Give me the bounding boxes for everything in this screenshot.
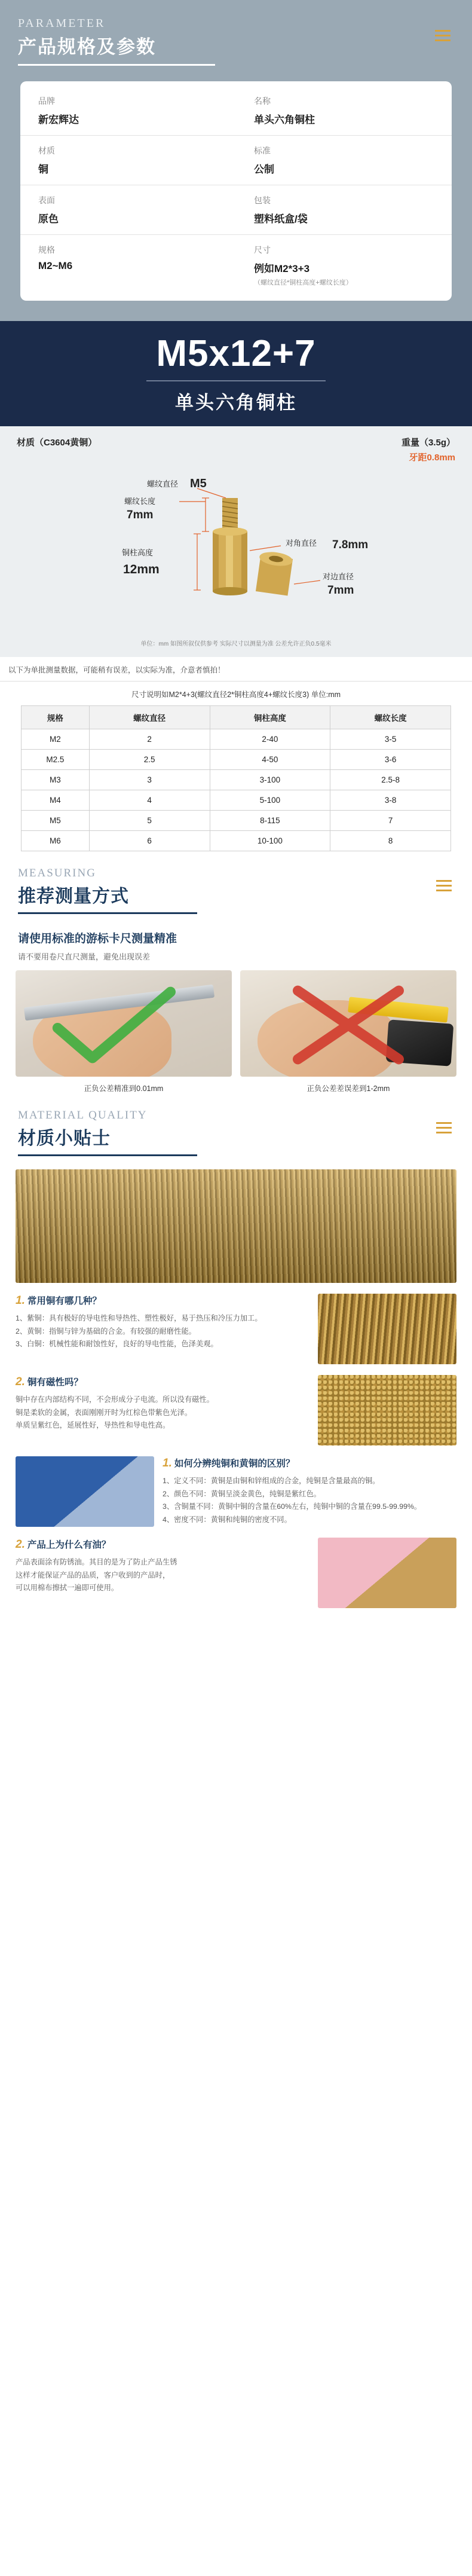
measuring-card-correct: [16, 970, 232, 1093]
spec-size-note: 尺寸说明如M2*4+3(螺纹直径2*铜柱高度4+螺纹长度3) 单位:mm: [131, 690, 341, 699]
qa-text: [16, 1538, 309, 1595]
parameter-value: 原色: [38, 213, 59, 225]
qa-line: 4、密度不同：黄铜和纯铜的密度不同。: [163, 1515, 292, 1524]
material-title-underline: [18, 1154, 197, 1156]
spec-cell: 2-40: [210, 729, 330, 750]
caliper-photo: [16, 970, 232, 1077]
qa-image-worker: [16, 1456, 154, 1527]
spec-col-header: 铜柱高度: [210, 706, 330, 729]
parameter-value: 例如M2*3+3: [254, 263, 310, 274]
hex-body-graphic: [213, 527, 247, 595]
qa-line: 产品表面涂有防锈油。其目的是为了防止产品生锈: [16, 1558, 177, 1567]
cross-mark-icon: [240, 970, 456, 1077]
thread-length-annotation: [179, 498, 209, 531]
pitch-label: 牙距0.8mm: [409, 453, 455, 463]
standoff-diagram: [0, 467, 472, 637]
qa-line: 铜是柔软的金属，表面刚刚开时为红棕色带紫色光泽。: [16, 1408, 192, 1417]
spec-cell: M3: [22, 770, 90, 790]
spec-cell: 3-6: [330, 750, 451, 770]
flat-dia-value-text: 7mm: [327, 584, 354, 597]
material-label: 材质（C3604黄铜）: [17, 438, 97, 448]
measuring-cn-title: 推荐测量方式: [18, 887, 129, 907]
qa-image-granules: [318, 1375, 456, 1446]
parameter-cell-spec: [20, 235, 236, 296]
qa-title-text: 铜有磁性吗？: [27, 1377, 83, 1388]
dimension-diagram-section: [0, 426, 472, 657]
brass-rods-photo: [16, 1169, 456, 1283]
parameter-card: [20, 81, 452, 301]
spec-cell: 6: [89, 831, 210, 851]
spec-cell: 2.5-8: [330, 770, 451, 790]
spec-cell: M5: [22, 811, 90, 831]
qa-title: [16, 1375, 309, 1389]
spec-col-header: 螺纹长度: [330, 706, 451, 729]
qa-text: [163, 1456, 456, 1526]
material-eng-title: MATERIAL QUALITY: [18, 1109, 148, 1122]
qa-item-3: [0, 1446, 472, 1527]
diag-dia-label-text: 对角直径: [286, 539, 317, 548]
thread-dia-value-text: M5: [190, 477, 207, 491]
thread-len-value-text: 7mm: [127, 509, 154, 522]
qa-line: 2、颜色不同：黄铜呈淡金黄色，纯铜是紫红色。: [163, 1489, 321, 1498]
parameter-value: 单头六角铜柱: [254, 114, 315, 126]
qa-title: [163, 1456, 456, 1470]
table-row: [22, 729, 451, 750]
spec-cell: 4-50: [210, 750, 330, 770]
qa-line: 1、紫铜：具有极好的导电性和导热性、塑性极好，易于热压和冷压力加工。: [16, 1314, 262, 1323]
parameter-title-underline: [18, 64, 215, 66]
parameter-key: 标准: [254, 146, 271, 155]
product-title-banner: [0, 321, 472, 426]
spec-cell: 2.5: [89, 750, 210, 770]
parameter-row: [20, 235, 452, 296]
qa-number: 2.: [16, 1538, 25, 1551]
parameter-row: [20, 136, 452, 185]
qa-item-4: [0, 1527, 472, 1608]
parameter-value: 塑料纸盒/袋: [254, 213, 308, 225]
measuring-title-underline: [18, 912, 197, 914]
parameter-key: 包装: [254, 195, 271, 205]
spec-cell: M2: [22, 729, 90, 750]
parameter-key: 材质: [38, 146, 55, 155]
qa-number: 1.: [163, 1457, 172, 1470]
parameter-cell-standard: [236, 136, 452, 185]
product-name-title: 单头六角铜柱: [175, 392, 297, 414]
qa-line: 单质呈紫红色，延展性好，导热性和导电性高。: [16, 1421, 170, 1430]
measuring-eng-title: MEASURING: [18, 867, 96, 880]
parameter-cell-name: [236, 86, 452, 135]
parameter-cell-package: [236, 185, 452, 234]
qa-line: 1、定义不同：黄铜是由铜和锌组成的合金，纯铜是含量最高的铜。: [163, 1477, 380, 1486]
diagram-unit-note: 单位：mm 如图所叙仅供参考 实际尺寸以测量为准 公差允许正负0.5毫米: [140, 641, 332, 648]
flat-dia-label-text: 对边直径: [323, 572, 354, 582]
thread-graphic: [222, 498, 238, 531]
measuring-images: [0, 970, 472, 1093]
parameter-cell-surface: [20, 185, 236, 234]
parameter-eng-title: PARAMETER: [18, 17, 106, 30]
menu-icon: [436, 1122, 452, 1136]
spec-cell: 2: [89, 729, 210, 750]
measuring-section-header: [0, 851, 472, 920]
qa-text: [16, 1294, 309, 1351]
qa-image-rods: [318, 1294, 456, 1364]
qa-line: 2、黄铜：指铜与锌为基础的合金。有较强的耐磨性能。: [16, 1327, 196, 1336]
table-row: [22, 770, 451, 790]
qa-line: 这样才能保证产品的品质，客户收到的产品时，: [16, 1570, 170, 1579]
material-cn-title: 材质小贴士: [18, 1129, 111, 1149]
spec-cell: 10-100: [210, 831, 330, 851]
qa-item-2: [0, 1364, 472, 1446]
spec-cell: M4: [22, 790, 90, 811]
qa-title-text: 常用铜有哪几种？: [27, 1296, 102, 1307]
body-height-annotation: [194, 534, 201, 590]
parameter-size-note: （螺纹直径*铜柱高度+螺纹长度）: [254, 279, 353, 286]
qa-line: 3、白铜：机械性能和耐蚀性好，良好的导电性能，色泽美观。: [16, 1340, 218, 1349]
parameter-row: [20, 185, 452, 235]
spec-col-header: 规格: [22, 706, 90, 729]
measuring-card-wrong: [240, 970, 456, 1093]
qa-number: 1.: [16, 1294, 25, 1307]
parameter-row: [20, 86, 452, 136]
qa-item-1: [0, 1283, 472, 1364]
parameter-value: M2~M6: [38, 260, 73, 271]
spec-cell: M2.5: [22, 750, 90, 770]
parameter-key: 品牌: [38, 96, 55, 106]
parameter-key: 规格: [38, 245, 55, 255]
parameter-value: 新宏辉达: [38, 114, 79, 126]
spec-cell: 3-8: [330, 790, 451, 811]
diagram-top-labels: [0, 436, 472, 463]
parameter-value: 铜: [38, 164, 48, 175]
spec-cell: 5: [89, 811, 210, 831]
menu-icon: [435, 30, 450, 44]
check-mark-icon: [16, 970, 232, 1077]
spec-cell: 3-5: [330, 729, 451, 750]
qa-line: 铜中存在内部结构不同，不会形成分子电流。所以没有磁性。: [16, 1395, 214, 1404]
qa-line: 可以用棉布擦拭一遍即可使用。: [16, 1584, 119, 1593]
measuring-lead-text: 请使用标准的游标卡尺测量精准: [18, 933, 177, 946]
tape-photo: [240, 970, 456, 1077]
measuring-caption-left: 正负公差精准到0.01mm: [84, 1084, 164, 1093]
spec-cell: 3-100: [210, 770, 330, 790]
spec-cell: 7: [330, 811, 451, 831]
spec-cell: 8: [330, 831, 451, 851]
standoff-second-view: [256, 550, 293, 595]
table-row: [22, 750, 451, 770]
spec-cell: 8-115: [210, 811, 330, 831]
parameter-value: 公制: [254, 164, 274, 175]
qa-title: [16, 1538, 309, 1551]
spec-cell: M6: [22, 831, 90, 851]
parameter-cell-brand: [20, 86, 236, 135]
spec-cell: 3: [89, 770, 210, 790]
material-section-header: [0, 1093, 472, 1162]
parameter-cell-size: [236, 235, 452, 296]
qa-line: 3、含铜量不同：黄铜中铜的含量在60%左右，纯铜中铜的含量在99.5-99.99%。: [163, 1502, 422, 1511]
parameter-key: 表面: [38, 195, 55, 205]
diag-dia-value-text: 7.8mm: [332, 539, 369, 552]
measuring-caption-right: 正负公差差误差到1-2mm: [307, 1084, 390, 1093]
qa-title: [16, 1294, 309, 1307]
body-height-value-text: 12mm: [123, 563, 160, 577]
table-row: [22, 790, 451, 811]
product-size-title: M5x12+7: [156, 333, 316, 374]
spec-cell: 5-100: [210, 790, 330, 811]
parameter-key: 名称: [254, 96, 271, 106]
parameter-key: 尺寸: [254, 245, 271, 255]
qa-title-text: 如何分辨纯铜和黄铜的区别？: [174, 1459, 295, 1469]
spec-col-header: 螺纹直径: [89, 706, 210, 729]
spec-table-header-row: [22, 706, 451, 729]
qa-image-pink: [318, 1538, 456, 1608]
body-height-label-text: 铜柱高度: [122, 548, 154, 558]
parameter-section-header: [0, 0, 472, 66]
parameter-section: [0, 0, 472, 321]
thread-len-label-text: 螺纹长度: [124, 497, 156, 506]
measuring-sub-text: 请不要用卷尺直尺测量，避免出现误差: [18, 952, 151, 962]
weight-label: 重量（3.5g）: [401, 438, 455, 448]
table-row: [22, 811, 451, 831]
banner-divider: [146, 380, 326, 381]
qa-title-text: 产品上为什么有油？: [27, 1540, 111, 1551]
flat-diameter-annotation: [294, 580, 320, 584]
thread-dia-label-text: 螺纹直径: [147, 479, 179, 489]
parameter-cell-material: [20, 136, 236, 185]
spec-table: [21, 705, 451, 851]
parameter-cn-title: 产品规格及参数: [18, 36, 156, 57]
menu-icon: [436, 880, 452, 894]
measurement-disclaimer: 以下为单批测量数据，可能稍有误差，以实际为准，介意者慎拍！: [0, 657, 472, 682]
table-row: [22, 831, 451, 851]
standoff-diagram-svg: [0, 467, 472, 637]
qa-number: 2.: [16, 1376, 25, 1389]
diagonal-diameter-annotation: [250, 546, 281, 551]
qa-text: [16, 1375, 309, 1432]
spec-cell: 4: [89, 790, 210, 811]
